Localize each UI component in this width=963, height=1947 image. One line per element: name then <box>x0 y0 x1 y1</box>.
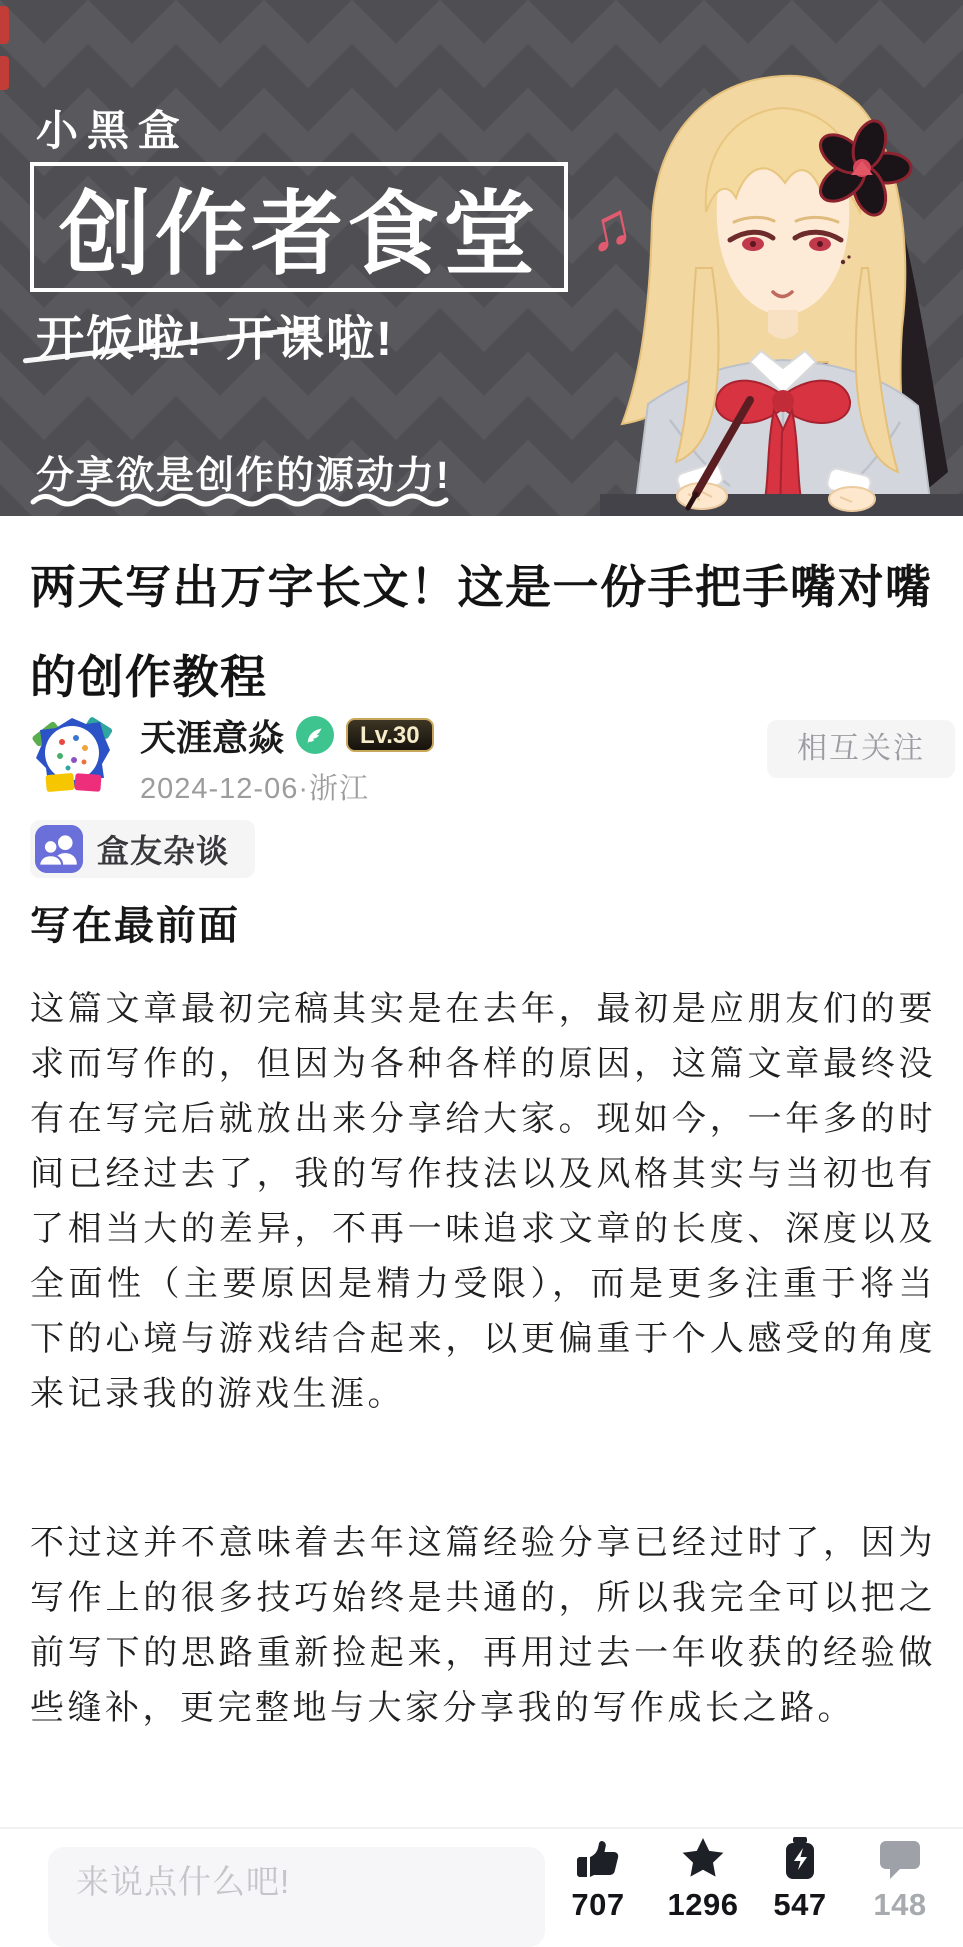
author-meta <box>140 712 434 807</box>
banner-headline-box <box>30 162 568 292</box>
article-title-line2: 的创作教程 <box>30 651 268 703</box>
article-title <box>30 542 940 722</box>
author-name[interactable]: 天涯意焱 <box>140 716 285 758</box>
comment-input[interactable] <box>48 1847 545 1947</box>
banner-subtitle-active: 开课啦! <box>226 313 394 366</box>
banner-subtitle-struck: 开饭啦! <box>36 313 204 366</box>
level-badge: Lv.30 <box>346 718 434 752</box>
verified-creator-icon <box>296 716 334 754</box>
community-users-icon <box>35 825 83 873</box>
paragraph: 这篇文章最初完稿其实是在去年，最初是应朋友们的要求而写作的，但因为各种各样的原因，这篇文章最终没有在写完后就放出来分享给大家。现如今，一年多的时间已经过去了，我的写作技法以及风格其实与当初也有了相当大的差异，不再一味追求文章的长度、深度以及全面性（主要原因是精力受限），而是更多注重于将当下的心境与游戏结合起来，以更偏重于个人感受的角度来记录我的游戏生涯。 <box>30 990 936 1413</box>
wavy-underline <box>30 490 450 508</box>
banner-headline: 创作者食堂 <box>58 184 539 286</box>
favorite-count: 1296 <box>667 1887 739 1922</box>
banner-subtitle <box>36 300 394 369</box>
banner-app-name: 小黑盒 <box>36 107 190 154</box>
header-banner <box>0 0 963 516</box>
comment-bubble-icon <box>876 1835 924 1883</box>
favorite-button[interactable] <box>653 1835 753 1923</box>
avatar[interactable] <box>30 712 114 796</box>
star-icon <box>679 1835 727 1883</box>
paragraph: 不过这并不意味着去年这篇经验分享已经过时了，因为写作上的很多技巧始终是共通的，所以我完全可以把之前写下的思路重新捡起来，再用过去一年收获的经验做些缝补，更完整地与大家分享我的写作成长之路。 <box>30 1524 936 1727</box>
banner-slogan: 分享欲是创作的源动力! <box>36 455 451 497</box>
like-button[interactable] <box>548 1835 648 1923</box>
post-date-location: 2024-12-06·浙江 <box>140 773 369 805</box>
section-heading: 写在最前面 <box>30 904 240 948</box>
comment-count: 148 <box>873 1887 927 1922</box>
topic-tag[interactable] <box>30 820 255 878</box>
edge-artifact <box>0 6 9 44</box>
like-count: 707 <box>571 1887 625 1922</box>
author-row <box>30 712 935 804</box>
follow-button[interactable]: 相互关注 <box>767 720 955 778</box>
comment-button[interactable] <box>850 1835 950 1923</box>
charge-button[interactable] <box>750 1835 850 1923</box>
charge-count: 547 <box>773 1887 827 1922</box>
banner-illustration-girl <box>600 70 963 516</box>
music-note-icon: ♫ <box>579 188 640 267</box>
battery-charge-icon <box>776 1835 824 1883</box>
edge-artifact <box>0 56 9 90</box>
topic-tag-label: 盒友杂谈 <box>97 833 230 869</box>
article-title-line1: 两天写出万字长文！这是一份手把手嘴对嘴 <box>30 561 933 613</box>
bottom-action-bar <box>0 1827 963 1920</box>
thumbs-up-icon <box>574 1835 622 1883</box>
